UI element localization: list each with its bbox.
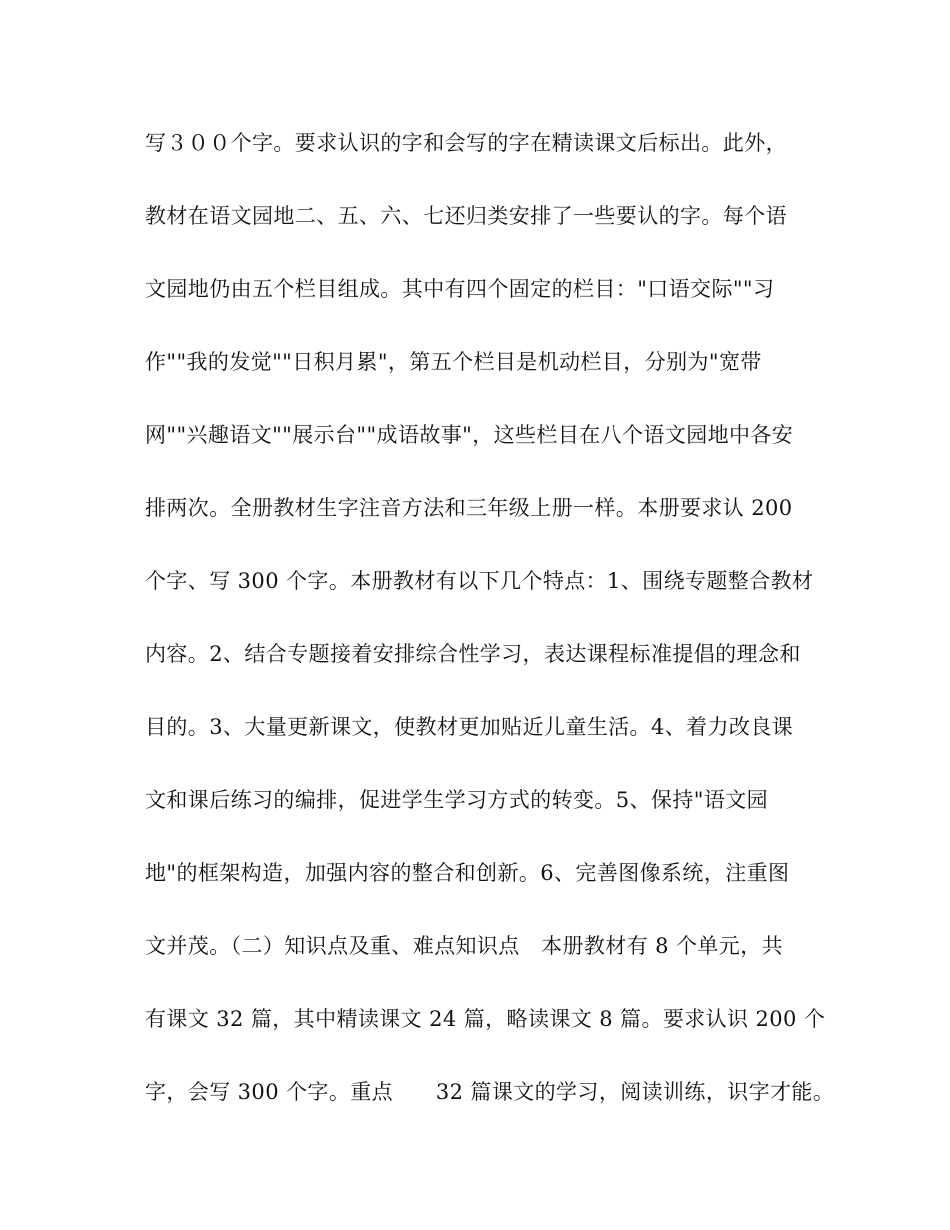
text-line: 地"的框架构造，加强内容的整合和创新。6、完善图像系统，注重图 — [145, 861, 790, 885]
text-line: 字，会写 300 个字。重点 32 篇课文的学习，阅读训练，识字才能。 — [145, 1080, 835, 1104]
text-line: 网""兴趣语文""展示台""成语故事"，这些栏目在八个语文园地中各安 — [145, 423, 794, 447]
text-line: 写３００个字。要求认识的字和会写的字在精读课文后标出。此外， — [145, 131, 787, 155]
text-line: 教材在语文园地二、五、六、七还归类安排了一些要认的字。每个语 — [145, 204, 787, 228]
text-line: 目的。3、大量更新课文，使教材更加贴近儿童生活。4、着力改良课 — [145, 715, 794, 739]
text-line: 文园地仍由五个栏目组成。其中有四个固定的栏目："口语交际""习 — [145, 277, 775, 301]
text-line: 有课文 32 篇，其中精读课文 24 篇，略读课文 8 篇。要求认识 200 个 — [145, 1007, 826, 1031]
text-line: 作""我的发觉""日积月累"，第五个栏目是机动栏目，分别为"宽带 — [145, 350, 762, 374]
body-text — [145, 120, 835, 1142]
text-line: 文并茂。（二）知识点及重、难点知识点 本册教材有 8 个单元，共 — [145, 934, 784, 958]
text-line: 文和课后练习的编排，促进学生学习方式的转变。5、保持"语文园 — [145, 788, 769, 812]
text-line: 个字、写 300 个字。本册教材有以下几个特点：1、围绕专题整合教材 — [145, 569, 814, 593]
text-line: 排两次。全册教材生字注音方法和三年级上册一样。本册要求认 200 — [145, 496, 793, 520]
text-line: 内容。2、结合专题接着安排综合性学习，表达课程标准提倡的理念和 — [145, 642, 801, 666]
